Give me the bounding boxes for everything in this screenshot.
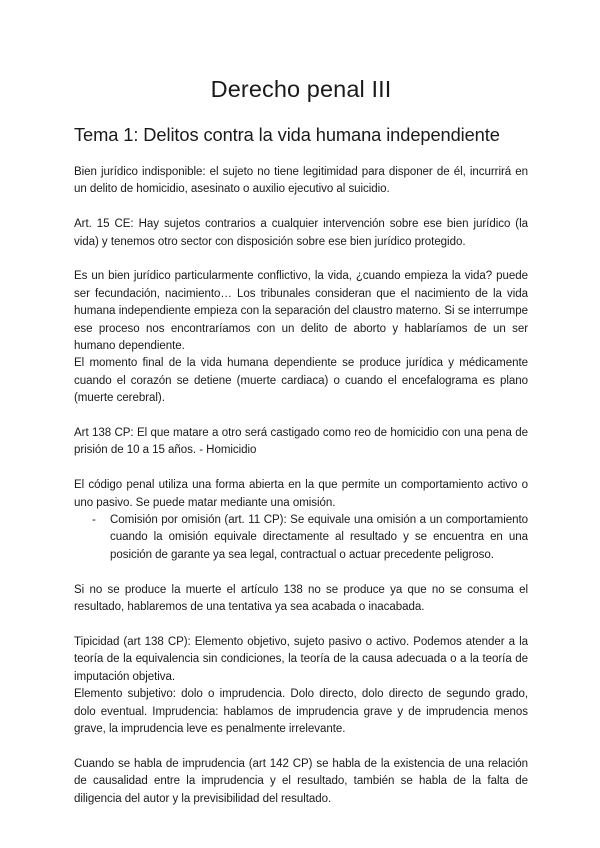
list-item xyxy=(74,512,528,564)
paragraph-imprudencia: Cuando se habla de imprudencia (art 142 CP) se habla de la existencia de una relación de causalidad entre la imprudencia y el resultado, también se habla de la falta de diligencia del autor y la previsibilidad del resultado. xyxy=(74,757,528,805)
paragraph-tipicidad: Tipicidad (art 138 CP): Elemento objetivo, sujeto pasivo o activo. Podemos atender a la teoría de la equivalencia sin condiciones, la teoría de la causa adecuada o a la teoría de imputación objetiva. xyxy=(74,635,528,683)
paragraph-art-15-ce: Art. 15 CE: Hay sujetos contrarios a cualquier intervención sobre ese bien jurídico (la vida) y tenemos otro sector con disposición sobre ese bien jurídico protegido. xyxy=(74,218,528,248)
spacer xyxy=(74,564,528,581)
paragraph-tentativa: Si no se produce la muerte el artículo 138 no se produce ya que no se consuma el resultado, hablaremos de una tentativa ya sea acabada o inacabada. xyxy=(74,583,528,614)
paragraph-forma-abierta: El código penal utiliza una forma abierta en la que permite un comportamiento activo o uno pasivo. Se puede matar mediante una omisión. xyxy=(74,479,528,509)
paragraph-inicio-vida: Es un bien jurídico particularmente conflictivo, la vida, ¿cuando empieza la vida? puede ser fecundación, nacimiento… Los tribunales consideran que el nacimiento de la vida humana independiente empieza con la separación del claustro materno. Si se interrumpe ese proceso nos encontraríamos con un delito de aborto y hablaríamos de un ser humano dependiente. xyxy=(74,270,528,353)
spacer xyxy=(74,199,528,216)
paragraph-final-vida: El momento final de la vida humana dependiente se produce jurídica y médicamente cuando el corazón se detiene (muerte cardiaca) o cuando el encefalograma es plano (muerte cerebral). xyxy=(74,357,528,405)
document-title: Derecho penal III xyxy=(210,76,392,102)
spacer xyxy=(74,147,528,164)
spacer xyxy=(74,251,528,268)
paragraph-bien-juridico: Bien jurídico indisponible: el sujeto no tiene legitimidad para disponer de él, incurrirá en un delito de homicidio, asesinato o auxilio ejecutivo al suicidio. xyxy=(74,166,528,196)
spacer xyxy=(74,738,528,755)
section-heading: Tema 1: Delitos contra la vida humana independiente xyxy=(74,124,500,145)
spacer xyxy=(74,616,528,633)
bullet-list xyxy=(74,512,528,564)
paragraph-art-138-cp: Art 138 CP: El que matare a otro será castigado como reo de homicidio con una pena de prisión de 10 a 15 años. - Homicidio xyxy=(74,427,528,457)
spacer xyxy=(74,460,528,477)
spacer xyxy=(74,408,528,425)
bullet-marker: - xyxy=(92,514,96,527)
paragraph-elemento-subjetivo: Elemento subjetivo: dolo o imprudencia. Dolo directo, dolo directo de segundo grado, dolo eventual. Imprudencia: hablamos de imprudencia grave y de imprudencia menos grave, la imprudencia leve es penalmente irrelevante. xyxy=(74,688,528,735)
bullet-text: Comisión por omisión (art. 11 CP): Se equivale una omisión a un comportamiento cuando la omisión equivale directamente al resultado y se encuentra en una posición de garante ya sea legal, contractual o actuar precedente peligroso. xyxy=(110,514,528,561)
